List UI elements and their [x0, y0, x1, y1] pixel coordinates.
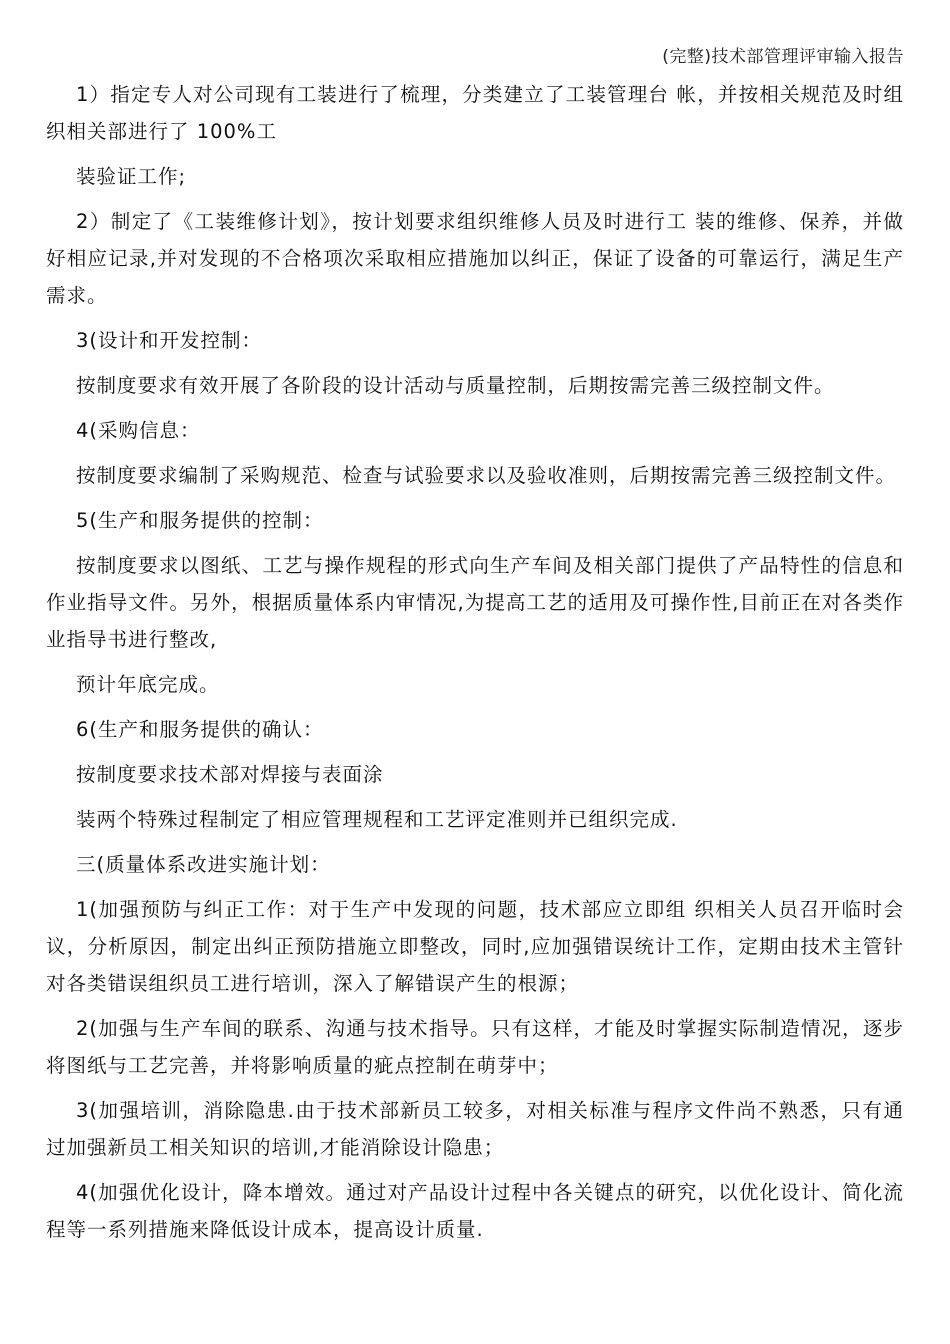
paragraph-design-control: 按制度要求有效开展了各阶段的设计活动与质量控制，后期按需完善三级控制文件。 — [76, 374, 835, 397]
paragraph-special-process: 装两个特殊过程制定了相应管理规程和工艺评定准则并已组织完成. — [76, 808, 678, 831]
paragraph-design-optimization: 4(加强优化设计，降本增效。通过对产品设计过程中各关键点的研究，以优化设计、简化流程等一系列措施来降低设计成本，提高设计质量. — [46, 1181, 904, 1241]
paragraph-maintenance-plan: 2）制定了《工装维修计划》，按计划要求组织维修人员及时进行工 装的维修、保养，并做好相应记录,并对发现的不合格项次采取相应措施加以纠正，保证了设备的可靠运行，满足生产需求。 — [46, 210, 904, 307]
section-heading-production-validation: 6(生产和服务提供的确认： — [76, 718, 324, 741]
section-heading-purchasing: 4(采购信息： — [76, 419, 201, 442]
section-heading-improvement-plan: 三(质量体系改进实施计划： — [76, 853, 331, 876]
running-header: (完整)技术部管理评审输入报告 — [662, 47, 904, 67]
document-body — [46, 76, 904, 1256]
section-heading-design-control: 3(设计和开发控制： — [76, 329, 263, 352]
paragraph-production-control: 按制度要求以图纸、工艺与操作规程的形式向生产车间及相关部门提供了产品特性的信息和作业指导文件。另外，根据质量体系内审情况,为提高工艺的适用及可操作性,目前正在对各类作业指导书进行整改, — [46, 554, 904, 651]
paragraph-training: 3(加强培训，消除隐患.由于技术部新员工较多，对相关标准与程序文件尚不熟悉，只有通过加强新员工相关知识的培训,才能消除设计隐患； — [46, 1099, 904, 1159]
paragraph-prevention-correction: 1(加强预防与纠正工作：对于生产中发现的问题，技术部应立即组 织相关人员召开临时会议，分析原因，制定出纠正预防措施立即整改，同时,应加强错误统计工作，定期由技术主管针对各类错误组织员工进行培训，深入了解错误产生的根源； — [46, 898, 904, 995]
paragraph-completion-estimate: 预计年底完成。 — [76, 673, 220, 696]
paragraph-purchasing: 按制度要求编制了采购规范、检查与试验要求以及验收准则，后期按需完善三级控制文件。 — [76, 464, 897, 487]
paragraph-welding-coating: 按制度要求技术部对焊接与表面涂 — [76, 763, 384, 786]
section-heading-production-control: 5(生产和服务提供的控制： — [76, 509, 324, 532]
paragraph-tooling-review: 1）指定专人对公司现有工装进行了梳理，分类建立了工装管理台 帐，并按相关规范及时组织相关部进行了 100%工 — [46, 83, 904, 143]
paragraph-workshop-communication: 2(加强与生产车间的联系、沟通与技术指导。只有这样，才能及时掌握实际制造情况，逐步将图纸与工艺完善，并将影响质量的疵点控制在萌芽中； — [46, 1017, 904, 1077]
paragraph-tooling-verification: 装验证工作; — [76, 165, 187, 188]
